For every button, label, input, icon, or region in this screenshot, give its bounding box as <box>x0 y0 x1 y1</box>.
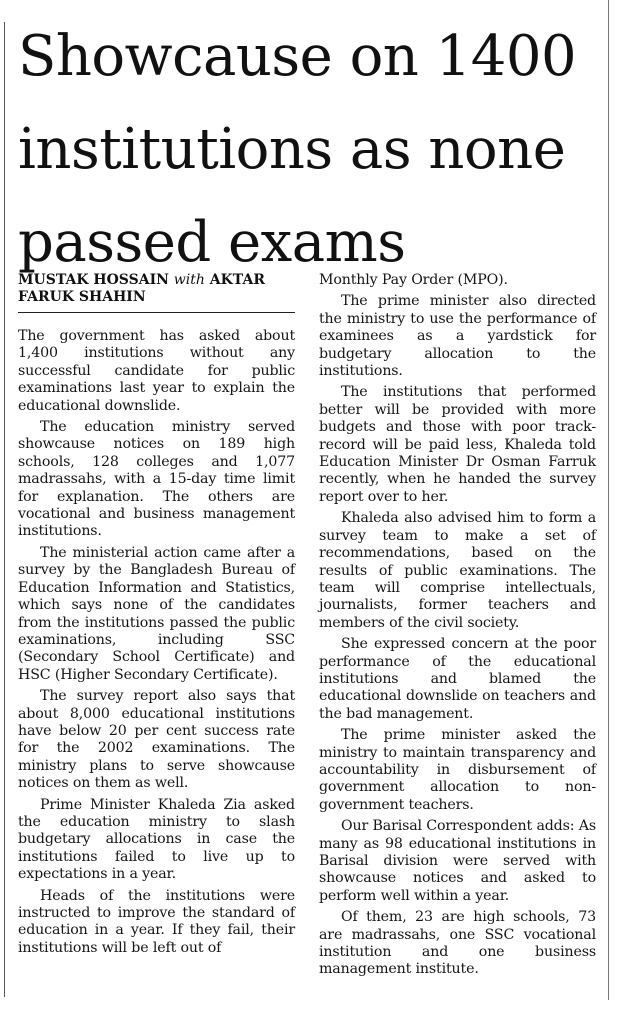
byline-author-1: MUSTAK HOSSAIN <box>18 272 169 288</box>
paragraph: The prime minister also directed the ministry to use the performance of examinees as a yardstick for budgetary allocation to the institutions. <box>319 293 596 380</box>
left-column-rule <box>4 22 5 997</box>
paragraph: The prime minister asked the ministry to maintain transparency and accountability in disbursement of government allocation to non-government teachers. <box>319 727 596 813</box>
headline: Showcause on 1400 institutions as none passed exams <box>18 24 577 275</box>
byline-rule <box>18 312 295 313</box>
paragraph: Heads of the institutions were instructed to improve the standard of education in a year. If they fail, their institutions will be left out of <box>18 887 295 956</box>
paragraph: Of them, 23 are high schools, 73 are madrassahs, one SSC vocational institution and one business management institute. <box>319 909 596 978</box>
right-column-rule <box>608 0 609 1000</box>
byline <box>18 272 298 306</box>
paragraph: The government has asked about 1,400 institutions without any successful candidate for public examinations last year to explain the educational downslide. <box>18 328 295 414</box>
article-column-right <box>319 272 596 979</box>
article-column-left <box>18 328 295 957</box>
paragraph: The education ministry served showcause notices on 189 high schools, 128 colleges and 1,077 madrassahs, with a 15-day time limit for explanation. The others are vocational and business management institutions. <box>18 419 295 540</box>
paragraph: Khaleda also advised him to form a survey team to make a set of recommendations, based on the results of public examinations. The team will comprise intellectuals, journalists, former teachers and members of the civil society. <box>319 510 596 631</box>
paragraph: The institutions that performed better will be provided with more budgets and those with poor track-record will be paid less, Khaleda told Education Minister Dr Osman Farruk recently, when he handed the survey report over to her. <box>319 384 596 505</box>
paragraph: Our Barisal Correspondent adds: As many as 98 educational institutions in Barisal division were served with showcause notices and asked to perform well within a year. <box>319 818 596 904</box>
paragraph: The ministerial action came after a survey by the Bangladesh Bureau of Education Information and Statistics, which says none of the candidates from the institutions passed the public examinations, including SSC (Secondary School Certificate) and HSC (Higher Secondary Certificate). <box>18 544 295 683</box>
paragraph: Monthly Pay Order (MPO). <box>319 272 508 288</box>
paragraph: She expressed concern at the poor performance of the educational institutions and blamed the educational downslide on teachers and the bad management. <box>319 636 596 722</box>
paragraph: Prime Minister Khaleda Zia asked the education ministry to slash budgetary allocations in case the institutions failed to live up to expectations in a year. <box>18 796 295 883</box>
byline-with: with <box>173 272 205 288</box>
byline-author-2: AKTAR FARUK SHAHIN <box>18 272 265 305</box>
paragraph: The survey report also says that about 8,000 educational institutions have below 20 per cent success rate for the 2002 examinations. The ministry plans to serve showcause notices on them as well. <box>18 688 295 792</box>
